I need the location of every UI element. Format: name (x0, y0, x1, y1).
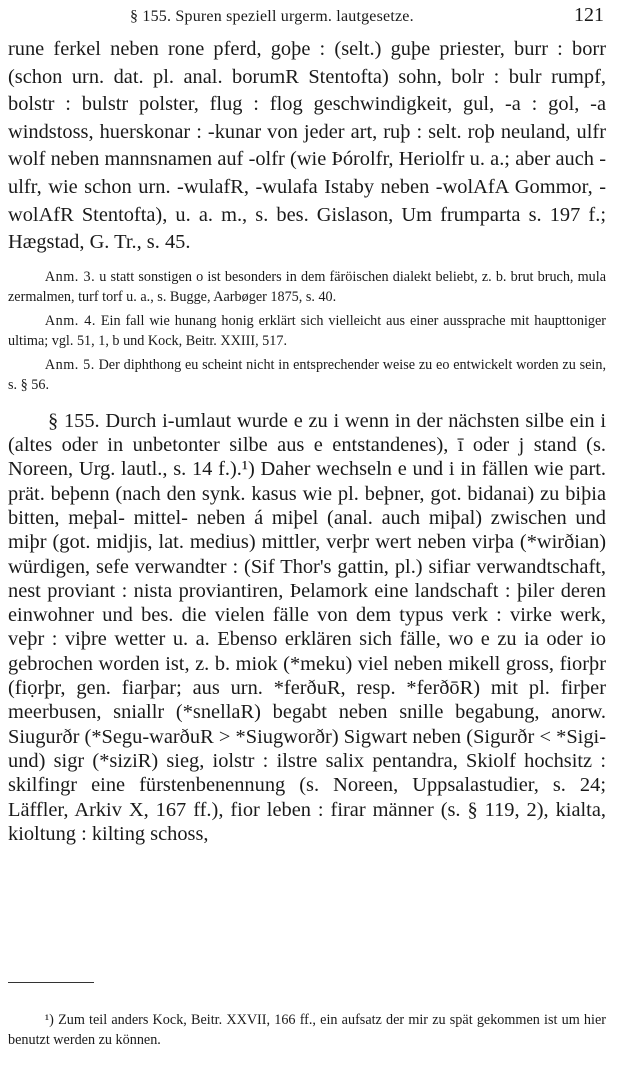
page-header (130, 4, 604, 30)
remark-label: Anm. 3. (44, 268, 96, 285)
remark-4 (8, 311, 606, 351)
section-155 (8, 409, 606, 846)
remark-label: Anm. 4. (44, 312, 96, 329)
remark-3 (8, 267, 606, 307)
section-number: § 155. (48, 409, 100, 432)
section-text: Durch i-umlaut wurde e zu i wenn in der nächsten silbe ein i (altes oder in unbetonter silbe aus e entstandenes), ī oder j stand (s. Noreen, Urg. lautl., s. 14 f.).¹) Daher wechseln e und i in fällen wie part. prät. beþenn (nach den synk. kasus wie pl. beþner, got. bidanai) zu biþia bitten, meþal- mittel- neben á miþel (anal. auch miþal) zwischen und miþr (got. midjis, lat. medius) mittler, verþr wert neben virþa (*wirðian) würdigen, sefe verwandter : (Sif Thor's gattin, pl.) sifiar verwandtschaft, nest proviant : nista proviantiren, Þelamork eine landschaft : þiler deren einwohner und bes. die vielen fälle von dem typus verk : virke werk, veþr : viþre wetter u. a. Ebenso erklären sich fälle, wo e zu ia oder io gebrochen worden ist, z. b. miok (*meku) viel neben mikell gross, fiorþr (fiọrþr, gen. fiarþar; aus urn. *ferðuR, resp. *ferðōR) mit pl. firþer meerbusen, sniallr (*snellaR) begabt neben snille begabung, anorw. Siugurðr (*Segu-warðuR > *Siugworðr) Sigwart neben (Sigurðr < *Sigi- und) sigr (*siziR) sieg, iolstr : ilstre salix pentandra, Skiolf hochsitz : skilfingr eine fürstenbenennung (s. Noreen, Uppsalastudier, s. 24; Läffler, Arkiv X, 167 ff.), fior leben : firar männer (s. § 119, 2), kialta, kioltung : kilting schoss, (8, 409, 606, 845)
remark-text: u statt sonstigen o ist besonders in dem färöischen dialekt beliebt, z. b. brut bruch, mula zermalmen, turf torf u. a., s. Bugge, Aarbøger 1875, s. 40. (8, 268, 607, 305)
body-text (8, 36, 606, 846)
paragraph-text: rune ferkel neben rone pferd, goþe : (selt.) guþe priester, burr : borr (schon urn. dat. pl. anal. borumR Stentofta) sohn, bolr : bulr rumpf, bolstr : bulstr polster, flug : flog geschwindigkeit, gul, -a : gol, -a windstoss, huerskonar : -kunar von jeder art, ruþ : selt. roþ neuland, ulfr wolf neben mannsnamen auf -olfr (wie Þórolfr, Heriolfr u. a.; aber auch -ulfr, wie schon urn. -wulafR, -wulafa Istaby neben -wolAfA Gommor, -wolAfR Stentofta), u. a. m., s. bes. Gislason, Um frumparta s. 197 f.; Hægstad, G. Tr., s. 45. (8, 38, 606, 254)
remark-label: Anm. 5. (44, 356, 95, 373)
remarks (8, 267, 606, 395)
remark-text: Ein fall wie hunang honig erklärt sich vielleicht aus einer aussprache mit haupttoniger ultima; vgl. 51, 1, b und Kock, Beitr. XXIII, 517. (8, 312, 607, 349)
section-paragraph (8, 409, 606, 846)
footnote-divider (8, 982, 94, 983)
footnote: ¹) Zum teil anders Kock, Beitr. XXVII, 166 ff., ein aufsatz der mir zu spät gekommen ist um hier benutzt werden zu können. (8, 1012, 606, 1049)
remark-text: Der diphthong eu scheint nicht in entsprechender weise zu eo entwickelt worden zu sein, s. § 56. (8, 356, 607, 393)
continued-paragraph (8, 36, 606, 257)
remark-5 (8, 355, 606, 395)
running-head: § 155. Spuren speziell urgerm. lautgesetze. (130, 8, 414, 25)
page-number: 121 (574, 4, 604, 26)
